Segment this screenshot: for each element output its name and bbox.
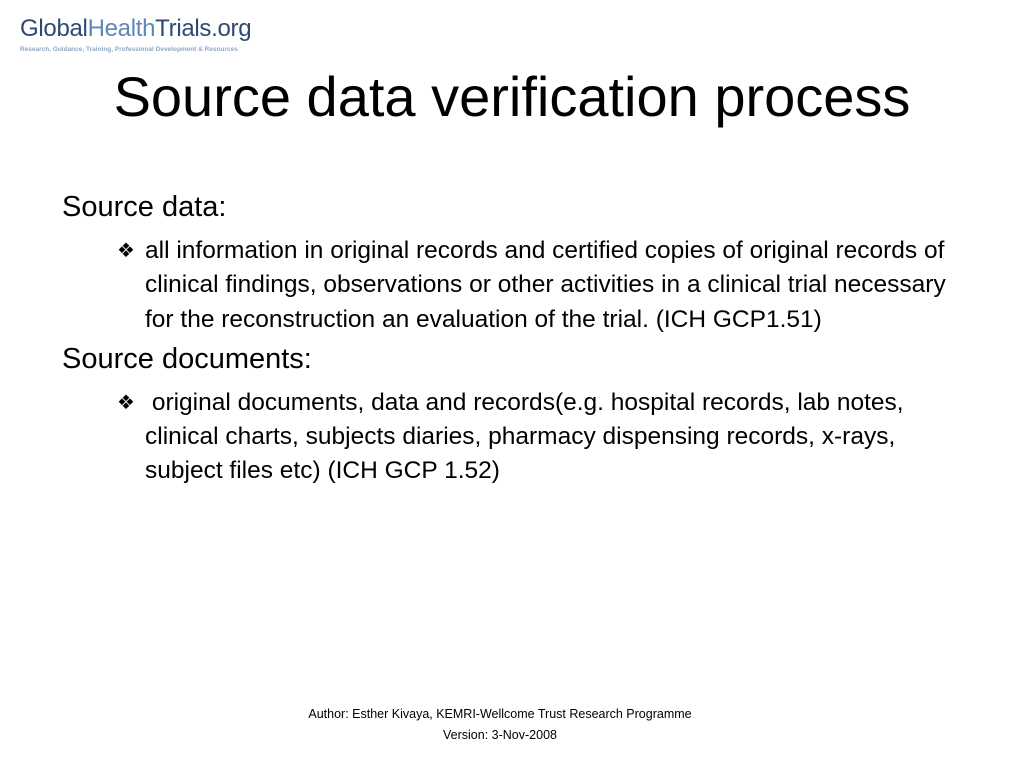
footer-author: Author: Esther Kivaya, KEMRI-Wellcome Trust Research Programme [308,707,692,721]
section-source-data [62,189,972,337]
logo-text-global: Global [20,15,88,42]
bullet-text: all information in original records and certified copies of original records of clinical findings, observations or other activities in a clinical trial necessary for the reconstruction an evaluation of the trial. (ICH GCP1.51) [145,237,946,333]
logo-text-health: Health [87,15,156,42]
section-heading: Source documents: [62,342,312,375]
section-source-documents [62,341,972,489]
bullet-text: original documents, data and records(e.g. hospital records, lab notes, clinical charts, subjects diaries, pharmacy dispensing records, x-rays, subject files etc) (ICH GCP 1.52) [145,388,911,485]
logo-wordmark [20,14,280,44]
diamond-bullet-icon: ❖ [117,391,135,414]
diamond-bullet-icon: ❖ [117,240,135,262]
slide-content [62,189,972,489]
bullet-item [117,386,972,489]
bullet-item [117,234,972,337]
logo-text-trials: Trials.org [155,15,252,42]
slide-title: Source data verification process [113,65,911,128]
logo-tagline: Research, Guidance, Training, Professional Development & Resources [20,46,238,53]
site-logo [20,14,280,60]
section-heading: Source data: [62,191,227,223]
footer-version: Version: 3-Nov-2008 [443,728,557,742]
